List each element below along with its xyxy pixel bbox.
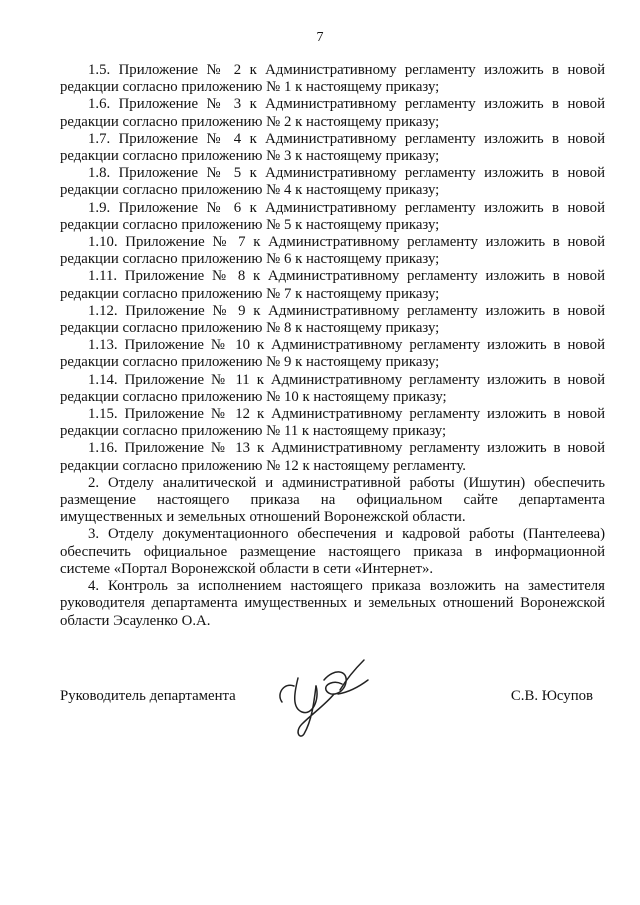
paragraph-1-5: 1.5. Приложение № 2 к Административному регламенту изложить в новой редакции согласно приложению № 1 к настоящему приказу; bbox=[60, 62, 605, 96]
signatory-name: С.В. Юсупов bbox=[510, 688, 593, 704]
paragraph-1-13: 1.13. Приложение № 10 к Административному регламенту изложить в новой редакции согласно приложению № 9 к настоящему приказу; bbox=[60, 337, 605, 371]
paragraph-1-7: 1.7. Приложение № 4 к Административному регламенту изложить в новой редакции согласно приложению № 3 к настоящему приказу; bbox=[60, 130, 605, 165]
paragraph-1-10: 1.10. Приложение № 7 к Административному регламенту изложить в новой редакции согласно приложению № 6 к настоящему приказу; bbox=[60, 234, 605, 268]
signatory-title: Руководитель департамента bbox=[60, 688, 236, 704]
signature-block bbox=[60, 688, 605, 718]
paragraph-2: 2. Отделу аналитической и административной работы (Ишутин) обеспечить размещение настоящего приказа на официальном сайте департамента имущественных и земельных отношений Воронежской области. bbox=[60, 474, 605, 526]
order-body bbox=[60, 62, 605, 630]
paragraph-1-16: 1.16. Приложение № 13 к Административному регламенту изложить в новой редакции согласно приложению № 12 к настоящему регламенту. bbox=[60, 440, 605, 474]
paragraph-1-12: 1.12. Приложение № 9 к Административному регламенту изложить в новой редакции согласно приложению № 8 к настоящему приказу; bbox=[60, 302, 605, 337]
paragraph-1-8: 1.8. Приложение № 5 к Административному регламенту изложить в новой редакции согласно приложению № 4 к настоящему приказу; bbox=[60, 165, 605, 199]
paragraph-3: 3. Отделу документационного обеспечения и кадровой работы (Пантелеева) обеспечить официальное размещение настоящего приказа в информационной системе «Портал Воронежской области в сети «Интернет». bbox=[60, 526, 605, 577]
paragraph-1-14: 1.14. Приложение № 11 к Административному регламенту изложить в новой редакции согласно приложению № 10 к настоящему приказу; bbox=[60, 371, 605, 405]
paragraph-1-9: 1.9. Приложение № 6 к Административному регламенту изложить в новой редакции согласно приложению № 5 к настоящему приказу; bbox=[60, 199, 605, 233]
page-number: 7 bbox=[316, 30, 324, 45]
paragraph-4: 4. Контроль за исполнением настоящего приказа возложить на заместителя руководителя департамента имущественных и земельных отношений Воронежской области Эсауленко О.А. bbox=[60, 578, 605, 629]
paragraph-1-11: 1.11. Приложение № 8 к Административному регламенту изложить в новой редакции согласно приложению № 7 к настоящему приказу; bbox=[60, 268, 605, 302]
paragraph-1-15: 1.15. Приложение № 12 к Административному регламенту изложить в новой редакции согласно приложению № 11 к настоящему приказу; bbox=[60, 406, 605, 440]
paragraph-1-6: 1.6. Приложение № 3 к Административному регламенту изложить в новой редакции согласно приложению № 2 к настоящему приказу; bbox=[60, 96, 605, 130]
